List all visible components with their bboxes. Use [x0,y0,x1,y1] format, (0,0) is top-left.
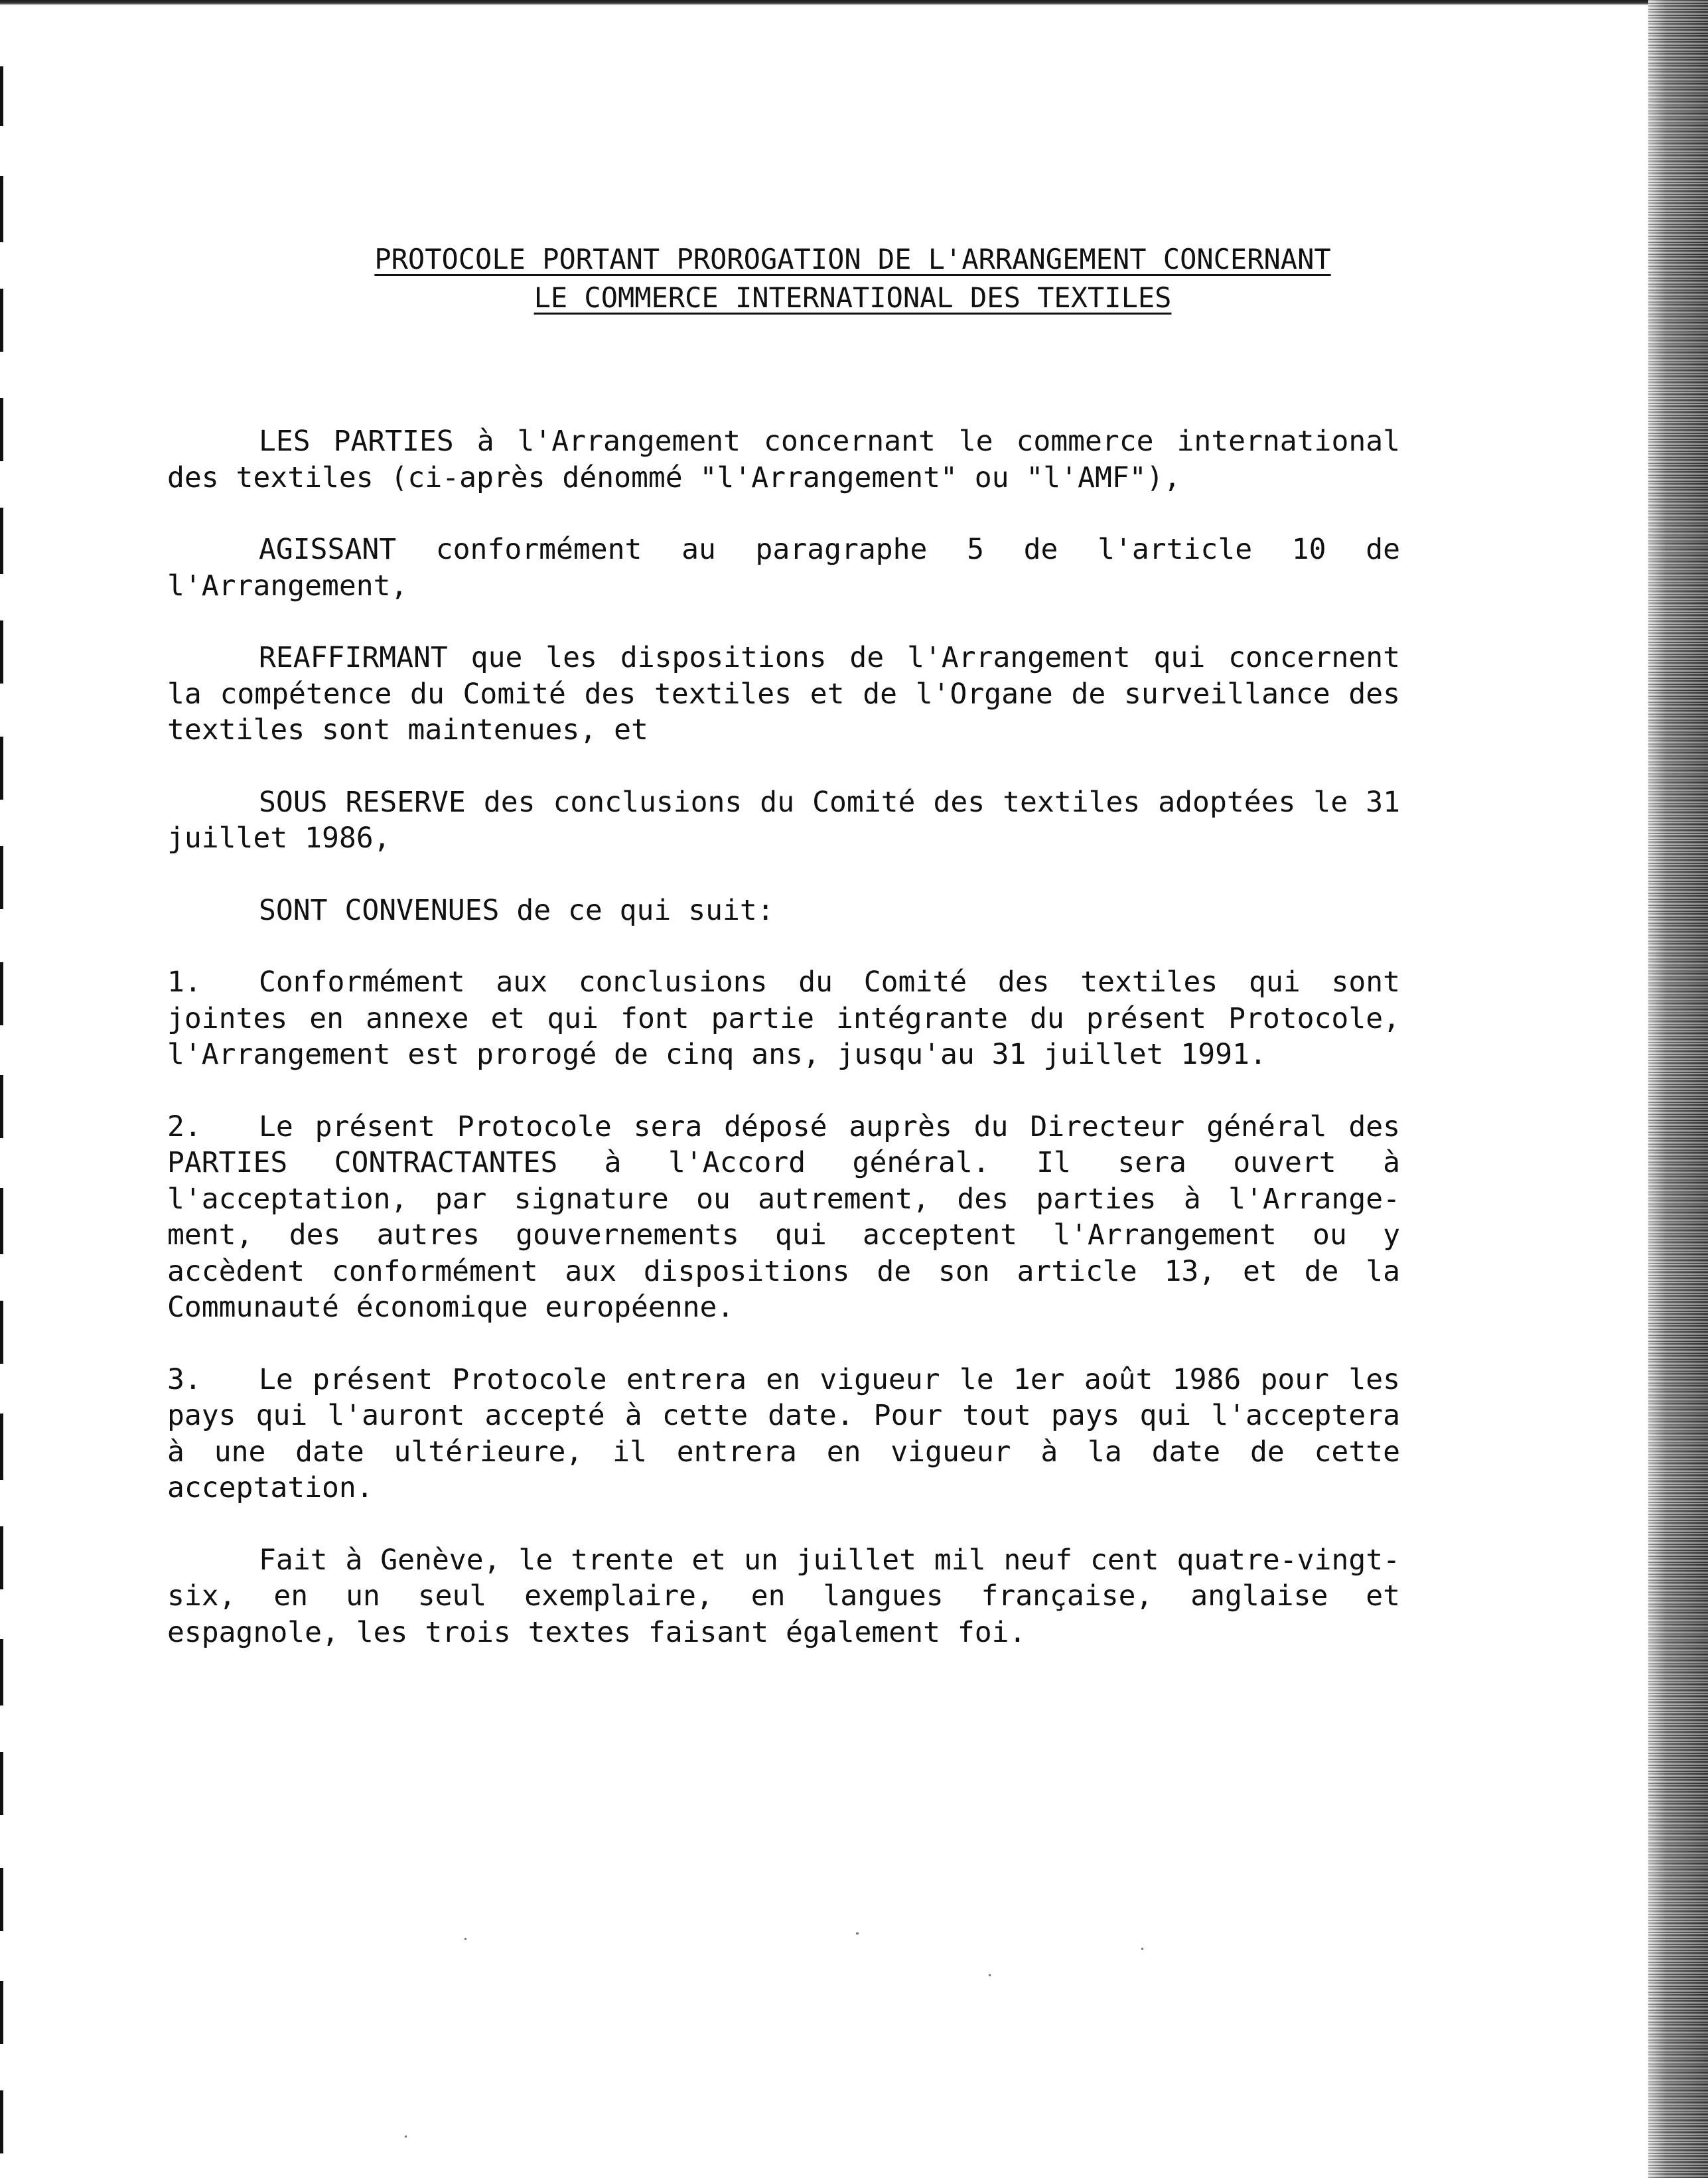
preamble-agissant: AGISSANT conformément au paragraphe 5 de l'article 10 de l'Arrangement, [167,533,1400,603]
article-text: Conformément aux conclusions du Comité des textiles qui sont jointes en annexe et qui font partie intégrante du présent Protocole, l'Arrangement est prorogé de cinq ans, jusqu'au 31 juillet 1991. [167,966,1400,1071]
scan-speck [405,2136,407,2138]
article-text: Le présent Protocole sera déposé auprès du Directeur général des PARTIES CONTRACTANTES à l'Accord général. Il sera ouvert à l'acceptation, par signature ou autrement, des parties à l'Arrange-ment, des autres gouvernements qui acceptent l'Arrangement ou y accèdent conformément aux dispositions de son article 13, et de la Communauté économique européenne. [167,1110,1400,1324]
document-title [265,240,1440,317]
preamble-reaffirmant: REAFFIRMANT que les dispositions de l'Arrangement qui concernent la compétence du Comité des textiles et de l'Organe de surveillance des textiles sont maintenues, et [167,641,1400,747]
article-number: 3. [167,1362,202,1396]
document-body [167,423,1400,1686]
scan-speck [464,1938,466,1940]
article-number: 1. [167,966,202,999]
title-line-1: PROTOCOLE PORTANT PROROGATION DE L'ARRANGEMENT CONCERNANT [374,243,1331,275]
preamble-sont-convenues: SONT CONVENUES de ce qui suit: [259,893,774,927]
scan-speck [1141,1948,1143,1950]
preamble-parties: LES PARTIES à l'Arrangement concernant le commerce international des textiles (ci-après dénommé "l'Arrangement" ou "l'AMF"), [167,425,1400,494]
scan-speck [856,1932,859,1934]
closing-paragraph: Fait à Genève, le trente et un juillet mil neuf cent quatre-vingt-six, en un seul exemplaire, en langues française, anglaise et espagnole, les trois textes faisant également foi. [167,1543,1400,1649]
article-3 [167,1362,1400,1506]
scan-top-edge [0,0,1708,5]
scan-speck [989,1974,991,1976]
scan-left-margin-marks [0,0,7,2178]
preamble-sous-reserve: SOUS RESERVE des conclusions du Comité des textiles adoptées le 31 juillet 1986, [167,785,1400,855]
article-1 [167,964,1400,1073]
scan-right-edge [1648,0,1708,2178]
article-number: 2. [167,1110,202,1143]
article-text: Le présent Protocole entrera en vigueur le 1er août 1986 pour les pays qui l'auront accepté à cette date. Pour tout pays qui l'acceptera à une date ultérieure, il entrera en vigueur à la date de cette acceptation. [167,1362,1400,1504]
title-line-2: LE COMMERCE INTERNATIONAL DES TEXTILES [534,281,1172,314]
article-2 [167,1109,1400,1326]
